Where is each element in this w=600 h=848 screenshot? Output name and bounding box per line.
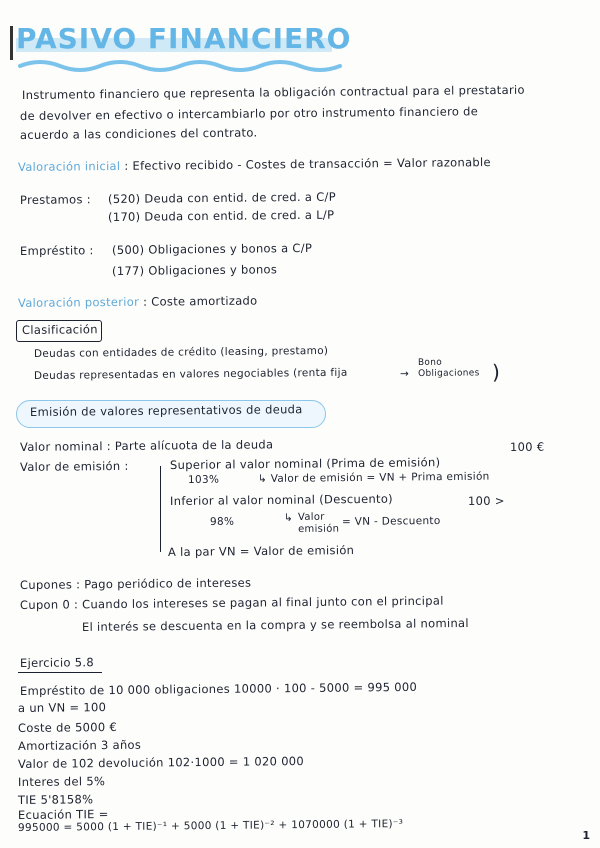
emision-heading: Emisión de valores representativos de deuda bbox=[29, 402, 303, 419]
ejercicio-underline bbox=[18, 672, 102, 673]
ejercicio-line-6: Interes del 5% bbox=[17, 774, 106, 789]
ejercicio-line-7: TIE 5'8158% bbox=[17, 792, 94, 807]
emprestito-label: Empréstito : bbox=[19, 243, 94, 258]
definition-line-3: acuerdo a las condiciones del contrato. bbox=[19, 125, 258, 142]
inferior-formula-arrow: ↳ bbox=[283, 511, 294, 524]
ejercicio-line-4: Amortización 3 años bbox=[17, 737, 142, 753]
emprestito-line-2: (177) Obligaciones y bonos bbox=[111, 262, 278, 278]
prestamos-line-2: (170) Deuda con entid. de cred. a L/P bbox=[107, 207, 335, 224]
valoracion-posterior-row bbox=[18, 293, 258, 310]
superior-pct: 103% bbox=[187, 473, 220, 486]
clasificacion-heading: Clasificación bbox=[21, 322, 98, 337]
ejercicio-line-9: 995000 = 5000 (1 + TIE)⁻¹ + 5000 (1 + TIE)⁻² + 1070000 (1 + TIE)⁻³ bbox=[17, 817, 404, 834]
valor-emision-label: Valor de emisión : bbox=[19, 458, 129, 474]
cupones-row: Cupones : Pago periódico de intereses bbox=[19, 575, 252, 592]
valor-nominal-amount: 100 € bbox=[509, 439, 545, 454]
inferior-formula: = VN - Descuento bbox=[341, 514, 441, 528]
valoracion-inicial-row bbox=[18, 155, 491, 174]
superior-formula: ↳ Valor de emisión = VN + Prima emisión bbox=[257, 470, 490, 485]
a-la-par-row: A la par VN = Valor de emisión bbox=[167, 543, 355, 559]
inferior-emision-word: emisión bbox=[298, 523, 340, 535]
ejercicio-line-3: Coste de 5000 € bbox=[17, 719, 118, 735]
inferior-valor-word: Valor bbox=[297, 511, 325, 524]
ejercicio-line-8: Ecuación TIE = bbox=[17, 807, 109, 822]
title-block bbox=[16, 22, 351, 55]
title-wave-decoration bbox=[18, 58, 348, 76]
title-margin-bar bbox=[10, 26, 13, 60]
definition-line-1: Instrumento financiero que representa la obligación contractual para el prestatario bbox=[21, 82, 525, 102]
prestamos-label: Prestamos : bbox=[19, 192, 91, 207]
ejercicio-heading: Ejercicio 5.8 bbox=[19, 655, 95, 670]
valoracion-posterior-text: : Coste amortizado bbox=[143, 293, 258, 309]
inferior-right: 100 > bbox=[467, 493, 505, 508]
clasificacion-close-paren: ) bbox=[491, 359, 501, 384]
valor-emision-brace bbox=[160, 466, 161, 552]
ejercicio-line-5: Valor de 102 devolución 102·1000 = 1 020 000 bbox=[17, 754, 305, 771]
prestamos-line-1: (520) Deuda con entid. de cred. a C/P bbox=[107, 189, 336, 206]
clasificacion-line-1: Deudas con entidades de crédito (leasing, prestamo) bbox=[33, 344, 329, 360]
ejercicio-line-1: Empréstito de 10 000 obligaciones 10000 · 100 - 5000 = 995 000 bbox=[19, 679, 418, 698]
inferior-row: Inferior al valor nominal (Descuento) bbox=[169, 491, 393, 508]
emprestito-line-1: (500) Obligaciones y bonos a C/P bbox=[111, 240, 313, 257]
clasificacion-note-bono: Bono bbox=[417, 357, 443, 369]
page-number: 1 bbox=[582, 829, 590, 842]
ejercicio-line-2: a un VN = 100 bbox=[17, 700, 107, 715]
definition-line-2: de devolver en efectivo o intercambiarlo por otro instrumento financiero de bbox=[19, 104, 479, 123]
valoracion-inicial-text: : Efectivo recibido - Costes de transacción = Valor razonable bbox=[124, 155, 491, 173]
valor-nominal-row: Valor nominal : Parte alícuota de la deuda bbox=[19, 437, 274, 454]
cupon-cero-row: Cupon 0 : Cuando los intereses se pagan al final junto con el principal bbox=[19, 593, 444, 612]
superior-row: Superior al valor nominal (Prima de emisión) bbox=[169, 455, 441, 472]
cupon-cero-row-2: El interés se descuenta en la compra y se reembolsa al nominal bbox=[81, 615, 469, 634]
clasificacion-note bbox=[418, 357, 480, 380]
page-title: PASIVO FINANCIERO bbox=[16, 22, 352, 55]
inferior-valor-emision bbox=[298, 512, 339, 536]
valoracion-inicial-label: Valoración inicial bbox=[17, 158, 121, 174]
clasificacion-note-obligaciones: Obligaciones bbox=[418, 368, 480, 379]
clasificacion-line-2: Deudas representadas en valores negociables (renta fija bbox=[33, 366, 348, 382]
clasificacion-arrow: → bbox=[399, 367, 410, 380]
inferior-pct: 98% bbox=[209, 515, 235, 528]
valoracion-posterior-label: Valoración posterior bbox=[17, 294, 140, 310]
